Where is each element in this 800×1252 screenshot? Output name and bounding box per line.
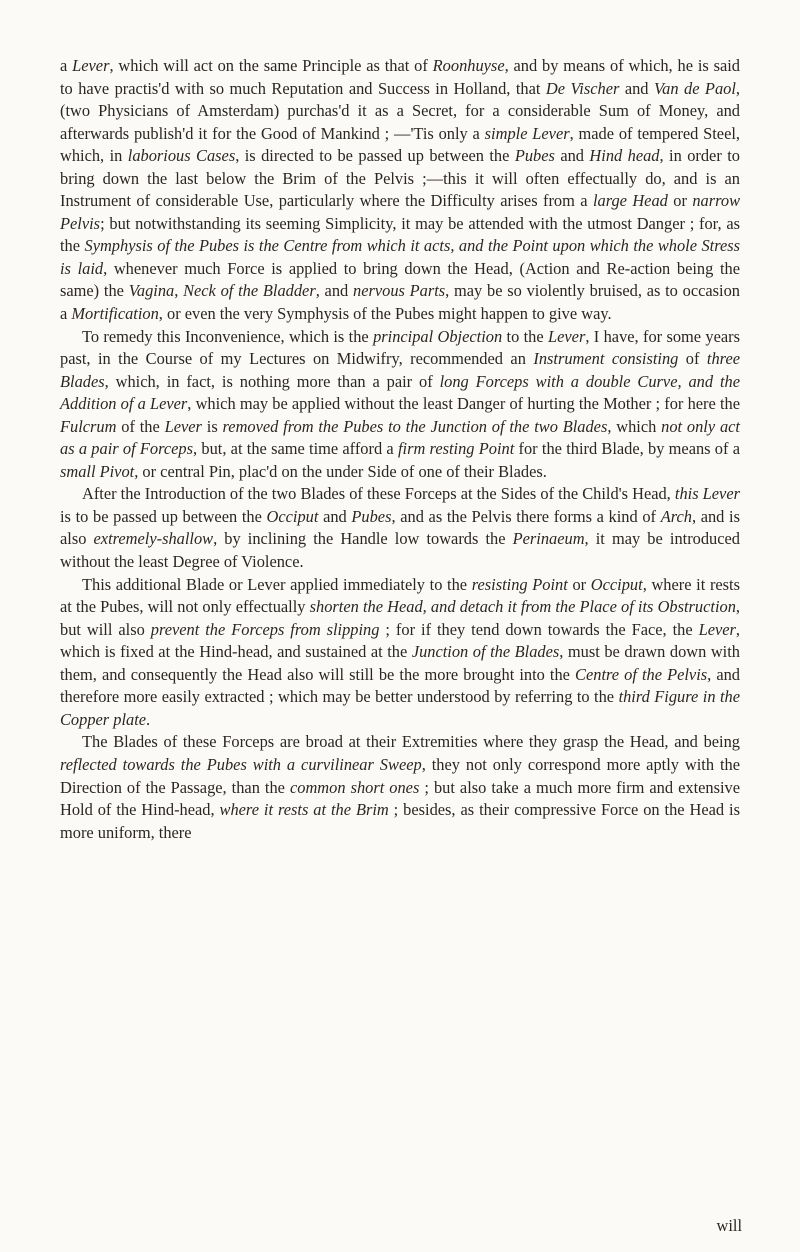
catchword: will xyxy=(716,1216,742,1235)
body-text xyxy=(60,55,740,844)
paragraph-1: a Lever, which will act on the same Principle as that of Roonhuyse, and by means of which, he is said to have practis'd with so much Reputation and Success in Holland, that De Vischer and Van de Paol, (two Physicians of Amsterdam) purchas'd it as a Secret, for a considerable Sum of Money, and afterwards publish'd it for the Good of Mankind ; —'Tis only a simple Lever, made of tempered Steel, which, in laborious Cases, is directed to be passed up between the Pubes and Hind head, in order to bring down the last below the Brim of the Pelvis ;—this it will often effectually do, and is an Instrument of considerable Use, particularly where the Difficulty arises from a large Head or narrow Pelvis; but notwithstanding its seeming Simplicity, it may be attended with the utmost Danger ; for, as the Symphysis of the Pubes is the Centre from which it acts, and the Point upon which the whole Stress is laid, whenever much Force is applied to bring down the Head, (Action and Re-action being the same) the Vagina, Neck of the Bladder, and nervous Parts, may be so violently bruised, as to occasion a Mortification, or even the very Symphysis of the Pubes might happen to give way. xyxy=(60,56,741,324)
paragraph-5: The Blades of these Forceps are broad at their Extremities where they grasp the Head, and being reflected towards the Pubes with a curvilinear Sweep, they not only correspond more aptly with the Direction of the Passage, than the common short ones ; but also take a much more firm and extensive Hold of the Hind-head, where it rests at the Brim ; besides, as their compressive Force on the Head is more uniform, there xyxy=(60,732,740,842)
paragraph-2: To remedy this Inconvenience, which is the principal Objection to the Lever, I have, for some years past, in the Course of my Lectures on Midwifry, recommended an Instrument consisting of three Blades, which, in fact, is nothing more than a pair of long Forceps with a double Curve, and the Addition of a Lever, which may be applied without the least Danger of hurting the Mother ; for here the Fulcrum of the Lever is removed from the Pubes to the Junction of the two Blades, which not only act as a pair of Forceps, but, at the same time afford a firm resting Point for the third Blade, by means of a small Pivot, or central Pin, plac'd on the under Side of one of their Blades. xyxy=(60,326,741,481)
paragraph-3: After the Introduction of the two Blades of these Forceps at the Sides of the Child's Head, this Lever is to be passed up between the Occiput and Pubes, and as the Pelvis there forms a kind of Arch, and is also extremely-shallow, by inclining the Handle low towards the Perinaeum, it may be introduced without the least Degree of Violence. xyxy=(60,484,740,572)
paragraph-4: This additional Blade or Lever applied immediately to the resisting Point or Occiput, where it rests at the Pubes, will not only effectually shorten the Head, and detach it from the Place of its Obstruction, but will also prevent the Forceps from slipping ; for if they tend down towards the Face, the Lever, which is fixed at the Hind-head, and sustained at the Junction of the Blades, must be drawn down with them, and consequently the Head also will still be the more brought into the Centre of the Pelvis, and therefore more easily extracted ; which may be better understood by referring to the third Figure in the Copper plate. xyxy=(60,574,741,729)
